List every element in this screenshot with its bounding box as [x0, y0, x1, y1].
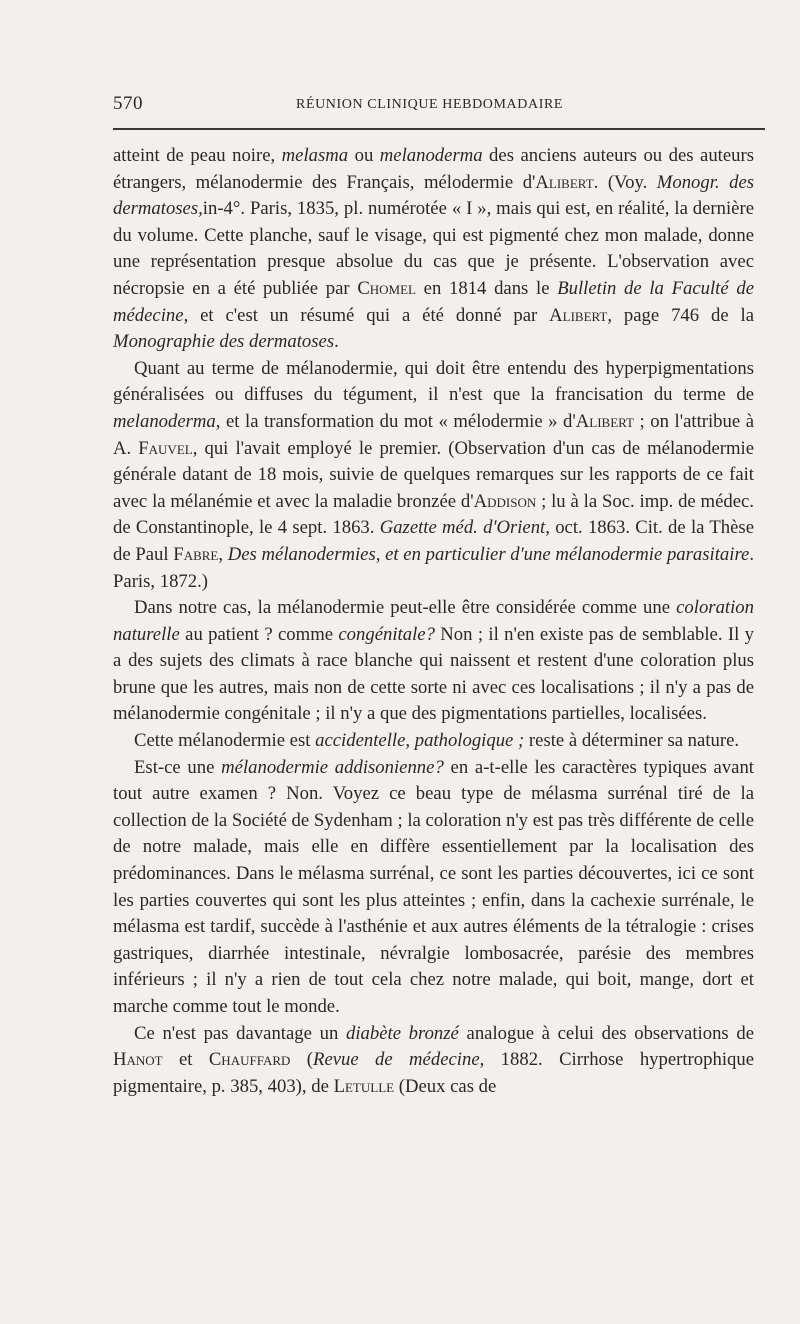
text-run: , et la transformation du mot « mélodermie » d' [215, 410, 576, 432]
text-run: , [218, 543, 228, 565]
text-run: . [334, 331, 339, 353]
small-caps-name: Alibert [549, 304, 608, 326]
italic-text: accidentelle, pathologique ; [315, 730, 525, 752]
small-caps-name: Chomel [357, 277, 416, 299]
paragraph [113, 728, 754, 755]
text-run: ; on l'attribue à A. [113, 410, 755, 459]
text-run: ( [290, 1049, 314, 1071]
small-caps-name: Addison [473, 490, 537, 512]
text-run: . (Voy. [593, 171, 657, 193]
text-run: , et c'est un résumé qui a été donné par [183, 304, 550, 326]
text-run: Cette mélanodermie est [134, 730, 316, 752]
text-run: . Paris, 1872.) [113, 543, 754, 592]
italic-text: melanoderma [113, 410, 216, 432]
text-run: in-4°. Paris, 1835, pl. numérotée « I », mais qui est, en réalité, la dernière du volume. Cette planche, sauf le visage, qui est pigmenté chez mon malade, donne une représentation presque absolue du cas que je présente. L'observation avec nécropsie en a été publiée par [113, 198, 754, 299]
text-run: Dans notre cas, la mélanodermie peut-elle être considérée comme une [134, 597, 677, 619]
text-run: et [162, 1049, 209, 1071]
small-caps-name: Chauffard [208, 1049, 291, 1071]
italic-text: Monogr. des dermatoses, [113, 171, 755, 220]
text-run: ou [348, 145, 380, 166]
small-caps-name: Alibert [575, 410, 634, 432]
italic-text: diabète bronzé [345, 1022, 459, 1044]
small-caps-name: Fauvel [138, 437, 193, 459]
body-text [113, 143, 754, 1100]
small-caps-name: Alibert [535, 171, 594, 193]
italic-text: melanoderma [379, 145, 483, 166]
text-run: , qui l'avait employé le premier. (Observation d'un cas de mélanodermie générale datant de 18 mois, suivie de quelques remarques sur les rapports de ce fait avec la mélanémie et avec la maladie bronzée d' [113, 437, 754, 512]
page-number: 570 [113, 93, 143, 114]
paragraph [113, 143, 754, 356]
text-run: au patient ? comme [179, 623, 339, 645]
text-run: , page 746 de la [607, 304, 755, 326]
small-caps-name: Hanot [113, 1049, 163, 1071]
text-run: reste à déterminer sa nature. [524, 730, 740, 752]
italic-text: congénitale? [338, 623, 435, 645]
text-run: , oct. 1863. Cit. de la Thèse de Paul [113, 517, 754, 565]
text-run: , 1882. Cirrhose hypertrophique pigmentaire, p. 385, 403), de [113, 1049, 754, 1097]
text-run: Non ; il n'en existe pas de semblable. Il y a des sujets des climats à race blanche qui naissent et restent d'une coloration plus brune que les autres, mais non de cette sorte ni avec ces localisations ; il n'y a pas de mélanodermie congénitale ; il n'y a que des pigmentations partielles, localisées. [113, 623, 754, 725]
italic-text: Bulletin de la Faculté de médecine [113, 277, 754, 326]
header-rule [113, 128, 765, 130]
italic-text: mélanodermie addisonienne? [221, 756, 444, 778]
italic-text: melasma [281, 145, 349, 166]
paragraph [113, 595, 754, 728]
text-run: en 1814 dans le [416, 277, 558, 299]
paragraph [113, 356, 754, 595]
italic-text: Revue de médecine [313, 1049, 480, 1071]
italic-text: Monographie des dermatoses [113, 331, 335, 353]
text-run: atteint de peau noire, [113, 145, 282, 166]
text-run: Est-ce une [134, 756, 222, 778]
text-run: ; lu à la Soc. imp. de médec. de Constantinople, le 4 sept. 1863. [113, 490, 754, 539]
paragraph [113, 755, 754, 1021]
paragraph [113, 1021, 754, 1101]
small-caps-name: Letulle [333, 1075, 395, 1097]
italic-text: Des mélanodermies, et en particulier d'une mélanodermie parasitaire [227, 543, 750, 565]
running-title: RÉUNION CLINIQUE HEBDOMADAIRE [296, 97, 564, 112]
text-run: (Deux cas de [394, 1075, 497, 1097]
text-run: en a-t-elle les caractères typiques avant tout autre examen ? Non. Voyez ce beau type de mélasma surrénal tiré de la collection de la Société de Sydenham ; la coloration n'y est pas très différente de celle de notre malade, mais elle en diffère essentiellement par la localisation des prédominances. Dans le mélasma surrénal, ce sont les parties découvertes, ici ce sont les parties couvertes qui sont les plus atteintes ; enfin, dans la cachexie surrénale, le mélasma est tardif, succède à l'asthénie et aux autres éléments de la tétralogie : crises gastriques, diarrhée intestinale, névralgie lombosacrée, parésie des membres inférieurs ; il n'y a rien de tout cela chez notre malade, qui boit, mange, dort et marche comme tout le monde. [113, 756, 754, 1017]
text-run: Quant au terme de mélanodermie, qui doit être entendu des hyperpigmentations généralisées ou diffuses du tégument, il n'est que la francisation du terme de [113, 357, 754, 406]
italic-text: coloration naturelle [113, 597, 754, 645]
small-caps-name: Fabre [173, 543, 219, 565]
text-run: des anciens auteurs ou des auteurs étrangers, mélanodermie des Français, mélodermie d' [113, 145, 755, 193]
italic-text: Gazette méd. d'Orient [379, 517, 546, 539]
text-run: Ce n'est pas davantage un [134, 1022, 346, 1044]
text-run: analogue à celui des observations de [458, 1022, 755, 1044]
